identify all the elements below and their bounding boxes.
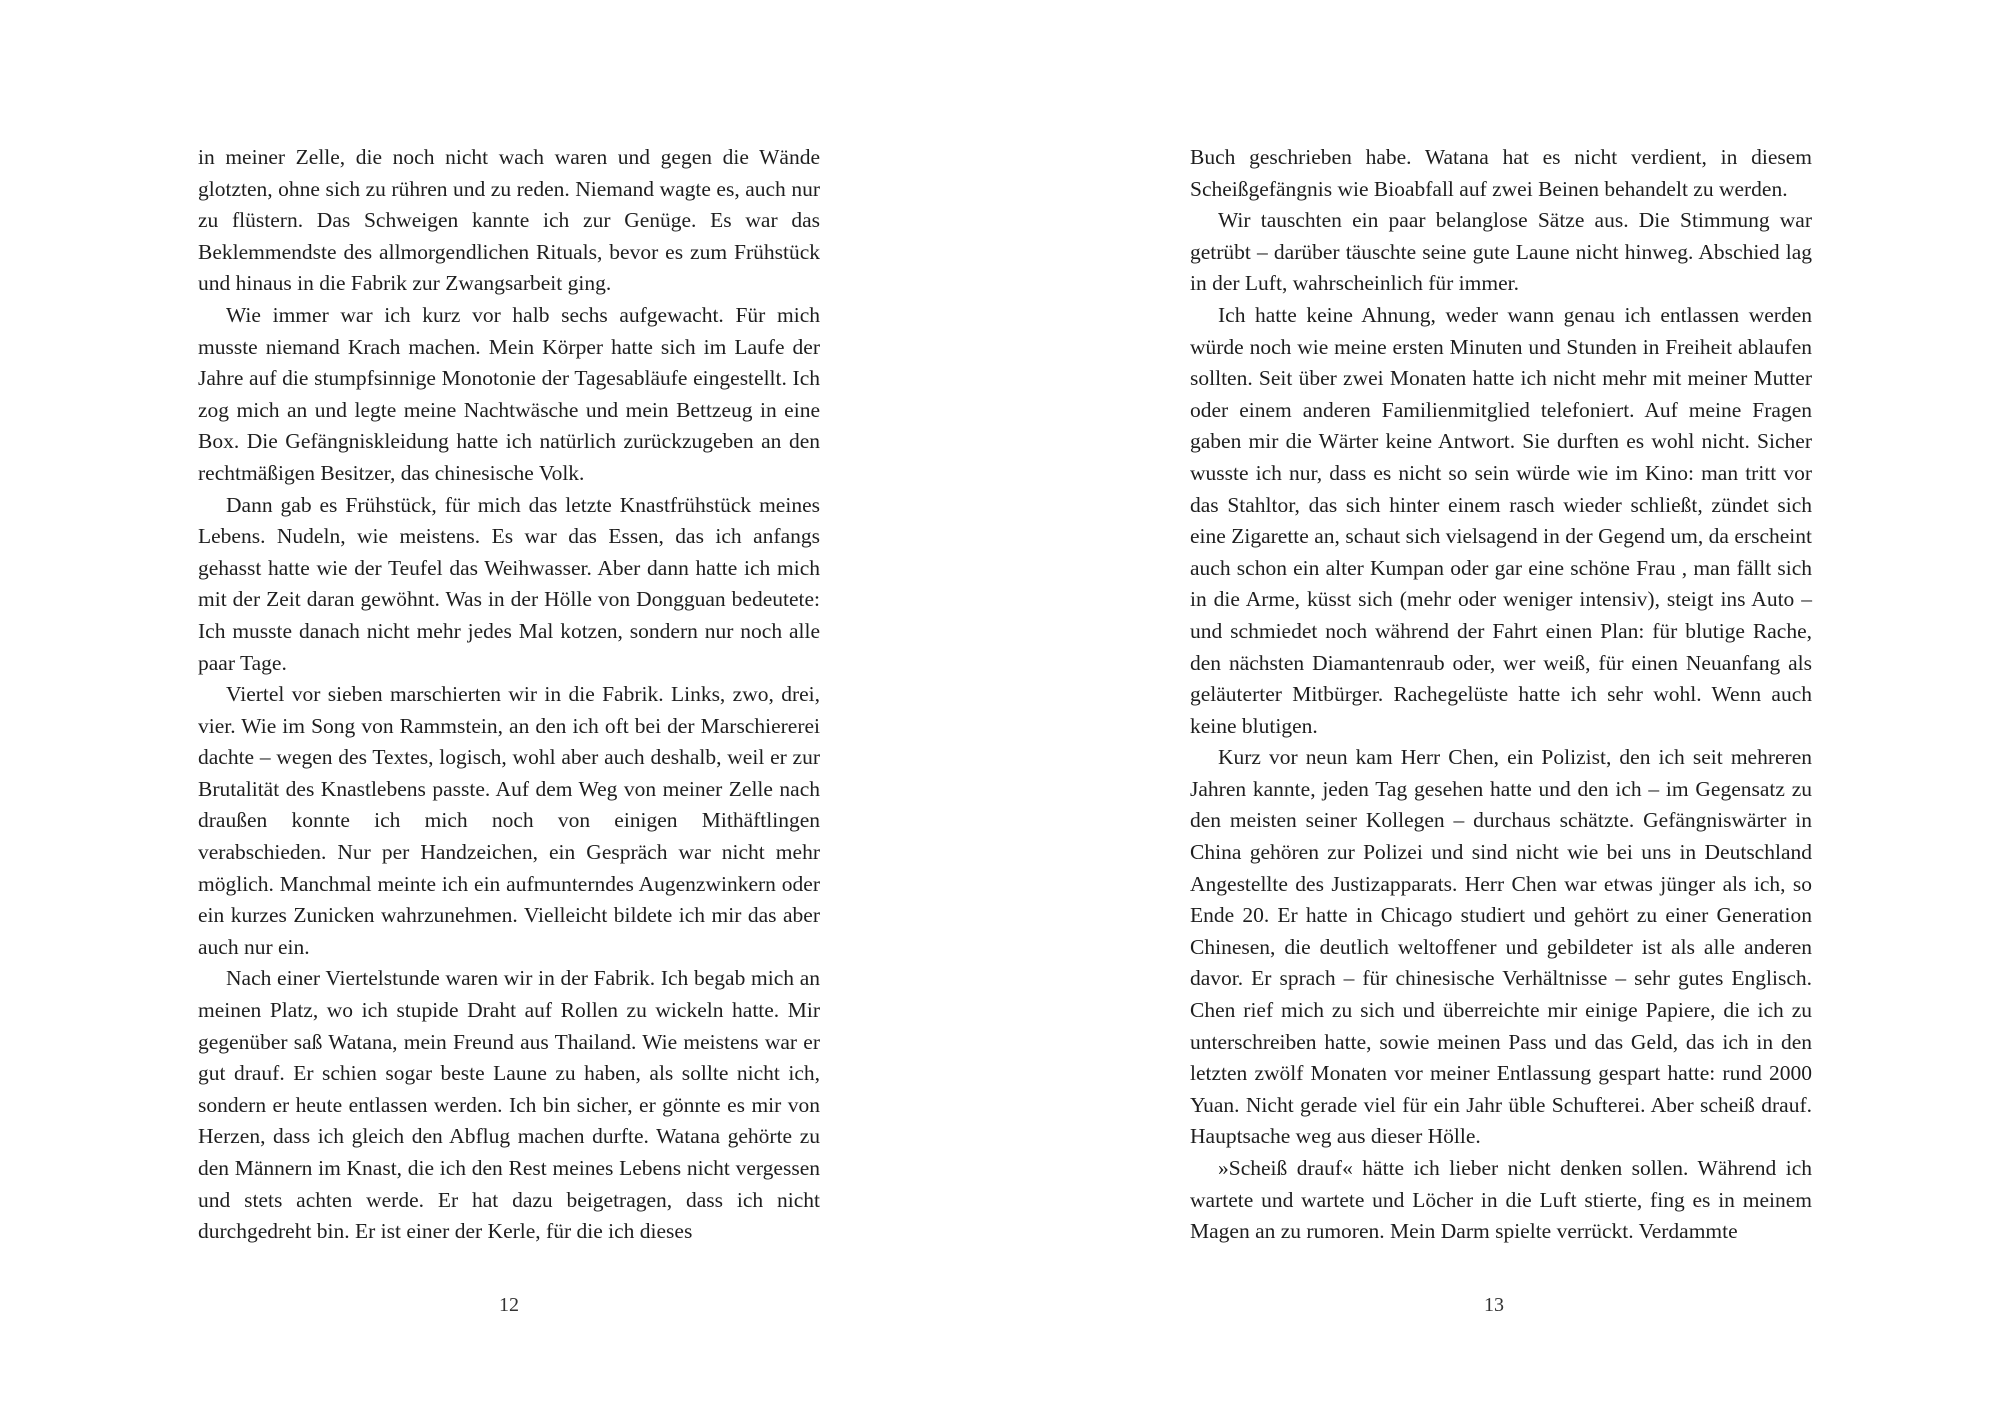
right-page (1000, 0, 2000, 1414)
paragraph: Dann gab es Frühstück, für mich das letzte Knastfrühstück meines Lebens. Nudeln, wie meistens. Es war das Essen, das ich anfangs gehasst hatte wie der Teufel das Weihwasser. Aber dann hatte ich mich mit der Zeit daran gewöhnt. Was in der Hölle von Dongguan bedeutete: Ich musste danach nicht mehr jedes Mal kotzen, sondern nur noch alle paar Tage. (198, 492, 820, 675)
paragraph: Buch geschrieben habe. Watana hat es nicht verdient, in diesem Scheißgefängnis wie Bioabfall auf zwei Beinen behandelt zu werden. (1190, 145, 1812, 201)
page-number-right: 13 (1484, 1294, 1504, 1316)
paragraph: Kurz vor neun kam Herr Chen, ein Polizist, den ich seit mehreren Jahren kannte, jeden Tag gesehen hatte und den ich – im Gegensatz zu den meisten seiner Kollegen – durchaus schätzte. Gefängniswärter in China gehören zur Polizei und sind nicht wie bei uns in Deutschland Angestellte des Justizapparats. Herr Chen war etwas jünger als ich, so Ende 20. Er hatte in Chicago studiert und gehört zu einer Generation Chinesen, die deutlich weltoffener und gebildeter ist als alle anderen davor. Er sprach – für chinesische Verhältnisse – sehr gutes Englisch. Chen rief mich zu sich und überreichte mir einige Papiere, die ich zu unterschreiben hatte, sowie meinen Pass und das Geld, das ich in den letzten zwölf Monaten vor meiner Entlassung gespart hatte: rund 2000 Yuan. Nicht gerade viel für ein Jahr üble Schufterei. Aber scheiß drauf. Hauptsache weg aus dieser Hölle. (1190, 745, 1812, 1149)
paragraph: Ich hatte keine Ahnung, weder wann genau ich entlassen werden würde noch wie meine ersten Minuten und Stunden in Freiheit ablaufen sollten. Seit über zwei Monaten hatte ich nicht mehr mit meiner Mutter oder einem anderen Familienmitglied telefoniert. Auf meine Fragen gaben mir die Wärter keine Antwort. Sie durften es wohl nicht. Sicher wusste ich nur, dass es nicht so sein würde wie im Kino: man tritt vor das Stahltor, das sich hinter einem rasch wieder schließt, zündet sich eine Zigarette an, schaut sich vielsagend in der Gegend um, da erscheint auch schon ein alter Kumpan oder gar eine schöne Frau , man fällt sich in die Arme, küsst sich (mehr oder weniger intensiv), steigt ins Auto – und schmiedet noch während der Fahrt einen Plan: für blutige Rache, den nächsten Diamantenraub oder, wer weiß, für einen Neuanfang als geläuterter Mitbürger. Rachegelüste hatte ich sehr wohl. Wenn auch keine blutigen. (1190, 302, 1812, 738)
paragraph: Wir tauschten ein paar belanglose Sätze aus. Die Stimmung war getrübt – darüber täuschte seine gute Laune nicht hinweg. Abschied lag in der Luft, wahrscheinlich für immer. (1190, 208, 1812, 296)
paragraph: »Scheiß drauf« hätte ich lieber nicht denken sollen. Während ich wartete und wartete und Löcher in die Luft stierte, fing es in meinem Magen an zu rumoren. Mein Darm spielte verrückt. Verdammte (1190, 1156, 1812, 1244)
page-number-left: 12 (499, 1294, 519, 1316)
paragraph: Wie immer war ich kurz vor halb sechs aufgewacht. Für mich musste niemand Krach machen. Mein Körper hatte sich im Laufe der Jahre auf die stumpfsinnige Monotonie der Tagesabläufe eingestellt. Ich zog mich an und legte meine Nachtwäsche und mein Bettzeug in eine Box. Die Gefängniskleidung hatte ich natürlich zurückzugeben an den rechtmäßigen Besitzer, das chinesische Volk. (198, 302, 820, 485)
paragraph: in meiner Zelle, die noch nicht wach waren und gegen die Wände glotzten, ohne sich zu rühren und zu reden. Niemand wagte es, auch nur zu flüstern. Das Schweigen kannte ich zur Genüge. Es war das Beklemmendste des allmorgendlichen Rituals, bevor es zum Frühstück und hinaus in die Fabrik zur Zwangsarbeit ging. (198, 145, 820, 296)
right-page-text (1190, 142, 1812, 1248)
paragraph: Viertel vor sieben marschierten wir in die Fabrik. Links, zwo, drei, vier. Wie im Song von Rammstein, an den ich oft bei der Marschiererei dachte – wegen des Textes, logisch, wohl aber auch deshalb, weil er zur Brutalität des Knastlebens passte. Auf dem Weg von meiner Zelle nach draußen konnte ich mich noch von einigen Mithäftlingen verabschieden. Nur per Handzeichen, ein Gespräch war nicht mehr möglich. Manchmal meinte ich ein aufmunterndes Augenzwinkern oder ein kurzes Zunicken wahrzunehmen. Vielleicht bildete ich mir das aber auch nur ein. (198, 682, 820, 959)
left-page-text (198, 142, 820, 1248)
paragraph: Nach einer Viertelstunde waren wir in der Fabrik. Ich begab mich an meinen Platz, wo ich stupide Draht auf Rollen zu wickeln hatte. Mir gegenüber saß Watana, mein Freund aus Thailand. Wie meistens war er gut drauf. Er schien sogar beste Laune zu haben, als sollte nicht ich, sondern er heute entlassen werden. Ich bin sicher, er gönnte es mir von Herzen, dass ich gleich den Abflug machen durfte. Watana gehörte zu den Männern im Knast, die ich den Rest meines Lebens nicht vergessen und stets achten werde. Er hat dazu beigetragen, dass ich nicht durchgedreht bin. Er ist einer der Kerle, für die ich dieses (198, 966, 820, 1244)
